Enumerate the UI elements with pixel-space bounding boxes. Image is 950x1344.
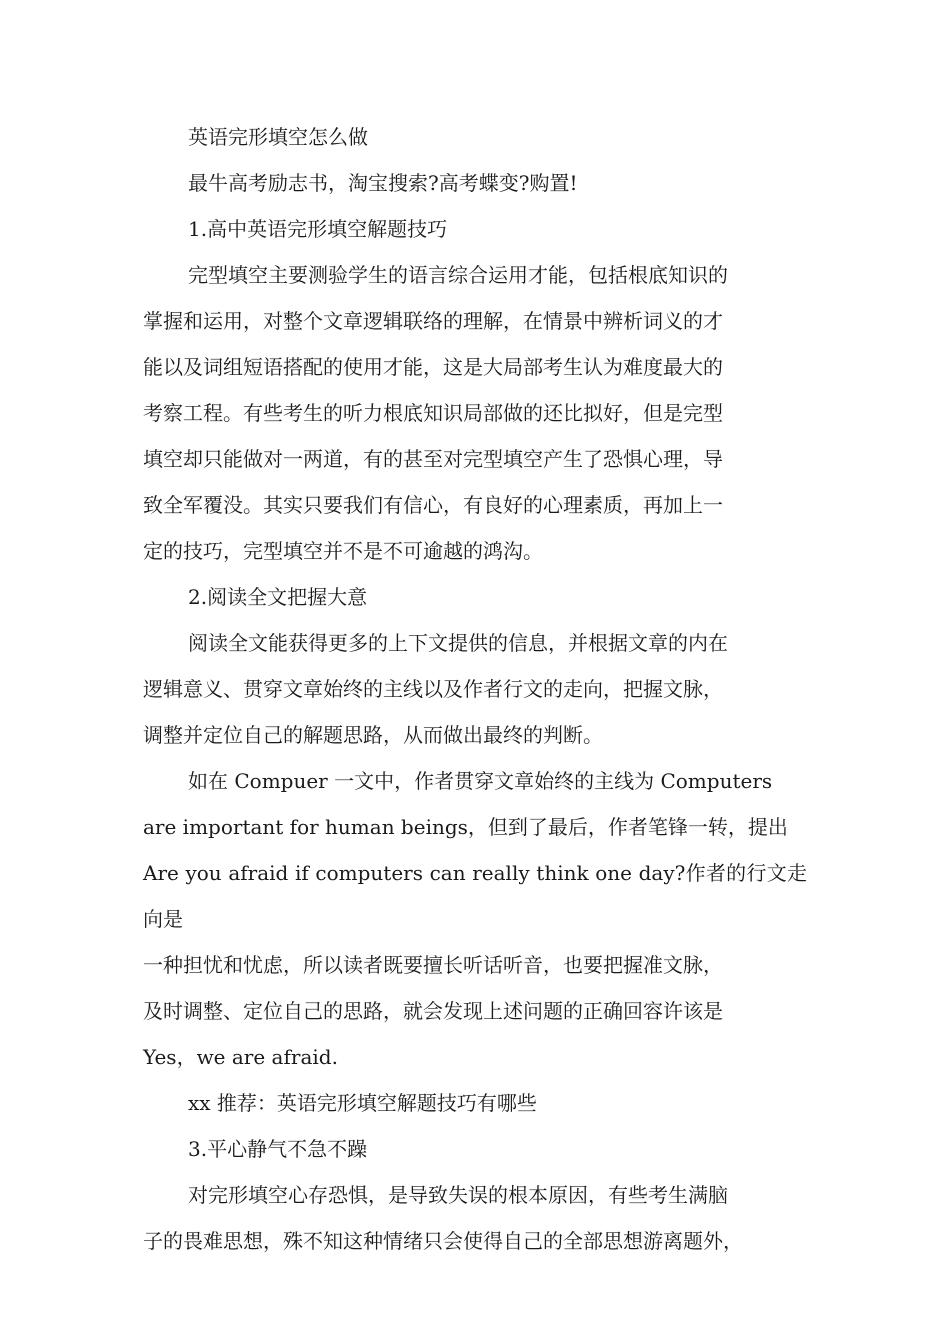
recommend-line: xx 推荐：英语完形填空解题技巧有哪些 bbox=[188, 1091, 537, 1115]
section-2-heading: 2.阅读全文把握大意 bbox=[188, 585, 368, 609]
document-title: 英语完形填空怎么做 bbox=[188, 125, 368, 149]
section-3-paragraph: 对完形填空心存恐惧，是导致失误的根本原因，有些考生满脑 子的畏难思想，殊不知这种情绪只会使得自己的全部思想游离题外， bbox=[143, 1183, 743, 1253]
section-1-paragraph: 完型填空主要测验学生的语言综合运用才能，包括根底知识的 掌握和运用，对整个文章逻辑联络的理解，在情景中辨析词义的才 能以及词组短语搭配的使用才能，这是大局部考生认为难度最大的 考察工程。有些考生的听力根底知识局部做的还比拟好，但是完型 填空却只能做对一两道，有的甚至对完型填空产生了恐惧心理，导 致全军覆没。其实只要我们有信心，有良好的心理素质，再加上一 定的技巧，完型填空并不是不可逾越的鸿沟。 bbox=[143, 263, 728, 563]
section-2-example-paragraph: 如在 Compuer 一文中，作者贯穿文章始终的主线为 Computers are important for human beings，但到了最后，作者笔锋一转，提出 Are you afraid if computers can really think one day?作者的行文走向是 一种担忧和忧虑，所以读者既要擅长听话听音，也要把握准文脉， 及时调整、定位自己的思路，就会发现上述问题的正确回容许该是 Yes，we are afraid. bbox=[143, 769, 807, 1069]
document-body bbox=[143, 114, 807, 1264]
section-3-heading: 3.平心静气不急不躁 bbox=[188, 1137, 368, 1161]
promo-line: 最牛高考励志书，淘宝搜索?高考蝶变?购置! bbox=[188, 171, 578, 195]
section-1-heading: 1.高中英语完形填空解题技巧 bbox=[188, 217, 448, 241]
section-2-paragraph: 阅读全文能获得更多的上下文提供的信息，并根据文章的内在 逻辑意义、贯穿文章始终的主线以及作者行文的走向，把握文脉， 调整并定位自己的解题思路，从而做出最终的判断。 bbox=[143, 631, 728, 747]
